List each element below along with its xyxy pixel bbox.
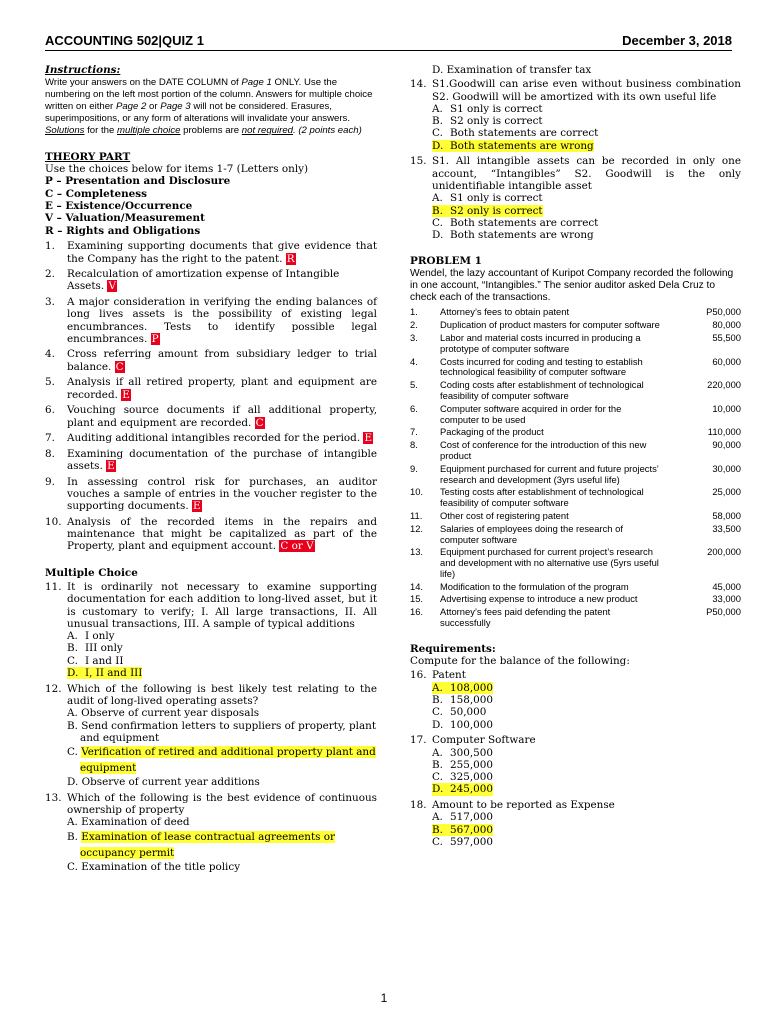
- answer-mark: E: [107, 460, 115, 473]
- q13-option-b: B. Examination of lease contractual agreements or occupancy permit: [67, 830, 336, 859]
- q16-option-d: D. 100,000: [432, 718, 493, 731]
- theory-item-4: 4. Cross referring amount from subsidiary ledger to trial balance. C: [45, 348, 377, 373]
- requirements-intro: Compute for the balance of the following:: [410, 655, 630, 668]
- theory-title: THEORY PART: [45, 150, 131, 163]
- q15-option-a: A. S1 only is correct: [432, 192, 543, 205]
- theory-item-10: 10. Analysis of the recorded items in the repairs and maintenance that might be capitalized as part of the Property, plant and equipment account. C or V: [45, 515, 377, 553]
- question-16: 16. Patent: [410, 669, 466, 682]
- q11-option-d: D. I, II and III: [67, 667, 143, 680]
- q11-option-c: C. I and II: [67, 654, 124, 667]
- right-column: [410, 64, 741, 848]
- choice-r: R – Rights and Obligations: [45, 224, 201, 237]
- q12-option-c: C. Verification of retired and additional property plant and equipment: [67, 746, 376, 775]
- question-12: 12. Which of the following is best likely test relating to the audit of long-lived operating assets?: [45, 682, 377, 707]
- instructions-text: Write your answers on the DATE COLUMN of Page 1 ONLY. Use the numbering on the left most portion of the column. Answers for multiple choice written on either Page 2 or Page 3 will not be considered. Erasures, superimpositions, or any form of alterations will invalidate your answers. Solutions for the multiple choice problems are not required. (2 points each): [45, 77, 373, 136]
- course-title: ACCOUNTING 502|QUIZ 1: [45, 33, 204, 48]
- q18-option-a: A. 517,000: [432, 811, 493, 824]
- choice-v: V – Valuation/Measurement: [45, 212, 205, 225]
- q18-option-c: C. 597,000: [432, 835, 493, 848]
- table-row: 15. Advertising expense to introduce a new product 33,000: [410, 593, 741, 605]
- table-row: 2. Duplication of product masters for computer software 80,000: [410, 319, 741, 331]
- q14-option-b: B. S2 only is correct: [432, 115, 543, 128]
- table-row: 3. Labor and material costs incurred in producing a prototype of computer software 55,500: [410, 331, 741, 354]
- page-number: 1: [380, 991, 388, 1005]
- q15-option-b: B. S2 only is correct: [432, 204, 543, 217]
- q17-option-b: B. 255,000: [432, 758, 493, 771]
- mc-title: Multiple Choice: [45, 566, 138, 579]
- q13-option-a: A. Examination of deed: [67, 816, 190, 829]
- requirements-title: Requirements:: [410, 642, 496, 655]
- q12-option-b: B. Send confirmation letters to suppliers of property, plant and equipment: [67, 719, 377, 744]
- question-13: 13. Which of the following is the best evidence of continuous ownership of property: [45, 791, 377, 817]
- q13-option-c: C. Examination of the title policy: [67, 860, 241, 873]
- theory-item-2: 2. Recalculation of amortization expense of Intangible Assets. V: [45, 268, 340, 293]
- table-row: 5. Coding costs after establishment of technological feasibility of computer software 220,000: [410, 379, 741, 401]
- transactions-table: [410, 307, 741, 629]
- answer-mark: V: [108, 280, 116, 293]
- table-row: 10. Testing costs after establishment of technological feasibility of computer software 25,000: [410, 486, 741, 509]
- q16-option-a: A. 108,000: [432, 681, 493, 694]
- q15-option-c: C. Both statements are correct: [432, 216, 599, 229]
- question-18: 18. Amount to be reported as Expense: [410, 799, 615, 812]
- q17-option-a: A. 300,500: [432, 746, 493, 759]
- table-row: 9. Equipment purchased for current and future projects’ research and development (3yrs useful life) 30,000: [410, 462, 741, 485]
- choice-c: C – Completeness: [45, 187, 147, 200]
- problem-title: PROBLEM 1: [410, 255, 482, 268]
- q16-option-c: C. 50,000: [432, 706, 487, 719]
- q12-option-a: A. Observe of current year disposals: [67, 707, 260, 720]
- theory-item-9: 9. In assessing control risk for purchases, an auditor vouches a sample of entries in the voucher register to the supporting documents. E: [45, 475, 377, 513]
- table-row: 11. Other cost of registering patent 58,000: [410, 509, 741, 521]
- table-row: 7. Packaging of the product 110,000: [410, 426, 741, 438]
- q13-option-d: D. Examination of transfer tax: [432, 64, 592, 76]
- answer-mark: E: [192, 500, 201, 513]
- q12-option-d: D. Observe of current year additions: [67, 776, 260, 789]
- table-row: 8. Cost of conference for the introduction of this new product 90,000: [410, 439, 741, 461]
- q16-option-b: B. 158,000: [432, 694, 493, 707]
- question-17: 17. Computer Software: [410, 734, 536, 747]
- question-15: 15. S1. All intangible assets can be recorded in only one account, “Intangibles” S2. Goodwill is the only unidentifiable intangible asset: [410, 155, 741, 192]
- instructions-title: Instructions:: [45, 64, 121, 76]
- table-row: 6. Computer software acquired in order for the computer to be used 10,000: [410, 402, 741, 425]
- theory-item-5: 5. Analysis if all retired property, plant and equipment are recorded. E: [45, 376, 377, 401]
- answer-mark: C: [115, 360, 124, 373]
- q15-option-d: D. Both statements are wrong: [432, 229, 594, 242]
- problem-intro: Wendel, the lazy accountant of Kuripot Company recorded the following in one account, “Intangibles.” The senior auditor asked Dela Cruz to check each of the transactions.: [410, 267, 734, 304]
- answer-mark: E: [364, 432, 373, 445]
- table-row: 1. Attorney’s fees to obtain patent P50,000: [410, 306, 741, 318]
- theory-item-1: 1. Examining supporting documents that give evidence that the Company has the right to the patent. R: [45, 240, 377, 265]
- q18-option-b: B. 567,000: [432, 823, 493, 836]
- theory-item-7: 7. Auditing additional intangibles recorded for the period. E: [45, 432, 373, 445]
- answer-mark: E: [122, 388, 130, 401]
- q14-option-d: D. Both statements are wrong: [432, 139, 594, 152]
- question-14: 14. S1.Goodwill can arise even without business combination S2. Goodwill will be amortized with its own useful life: [410, 78, 741, 103]
- q11-option-b: B. III only: [67, 642, 123, 655]
- table-row: 4. Costs incurred for coding and testing to establish technological feasibility of computer software 60,000: [410, 355, 741, 378]
- theory-item-3: 3. A major consideration in verifying the ending balances of long lives assets is the possibility of existing legal encumbrances. Tests to identify possible legal encumbrances. P: [45, 295, 377, 345]
- q14-option-a: A. S1 only is correct: [432, 102, 543, 115]
- table-row: 13. Equipment purchased for current project’s research and development with no alternative use (5yrs useful life) 200,000: [410, 546, 741, 579]
- theory-intro: Use the choices below for items 1-7 (Letters only): [45, 163, 309, 176]
- answer-mark: P: [151, 332, 159, 345]
- q11-option-a: A. I only: [67, 630, 115, 643]
- table-row: 14. Modification to the formulation of the program 45,000: [410, 580, 741, 592]
- page-header: [45, 26, 732, 51]
- left-column: [45, 64, 377, 873]
- table-row: 12. Salaries of employees doing the research of computer software 33,500: [410, 522, 741, 545]
- theory-item-6: 6. Vouching source documents if all additional property, plant and equipment are recorded. C: [45, 404, 377, 429]
- table-row: 16. Attorney’s fees paid defending the patent successfully P50,000: [410, 606, 741, 629]
- question-11: 11. It is ordinarily not necessary to examine supporting documentation for each addition to long-lived asset, but it is customary to verify; I. All large transactions, II. All unusual transactions, III. A sample of typical additions: [45, 581, 377, 630]
- q17-option-c: C. 325,000: [432, 771, 493, 784]
- q17-option-d: D. 245,000: [432, 783, 493, 796]
- answer-mark: R: [286, 252, 295, 265]
- theory-item-8: 8. Examining documentation of the purchase of intangible assets. E: [45, 447, 377, 473]
- quiz-date: December 3, 2018: [622, 33, 732, 48]
- answer-mark: C or V: [280, 540, 314, 553]
- answer-mark: C: [255, 416, 264, 429]
- choice-e: E – Existence/Occurrence: [45, 200, 193, 213]
- q14-option-c: C. Both statements are correct: [432, 127, 599, 140]
- choice-p: P – Presentation and Disclosure: [45, 175, 231, 188]
